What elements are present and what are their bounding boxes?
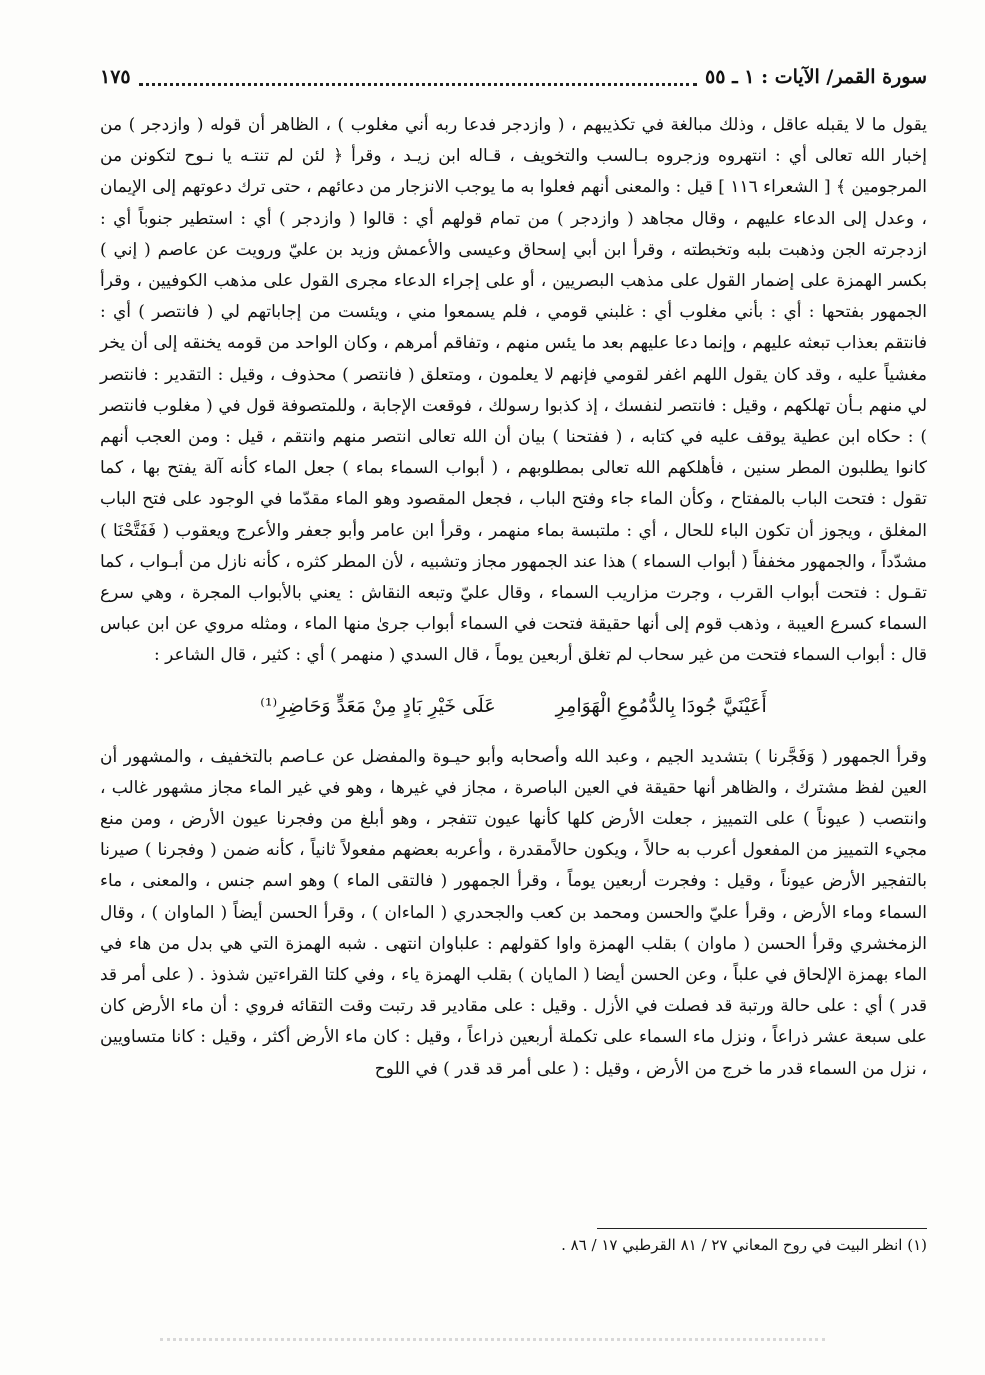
page-number: ١٧٥ (100, 66, 131, 88)
poetry-verse (100, 672, 927, 742)
header-title: سورة القمر/ الآيات : ١ ـ ٥٥ (705, 66, 927, 88)
verse-second-hemistich: عَلَى خَيْرِ بَادٍ مِنْ مَعَدٍّ وَحَاضِرِ⁽¹⁾ (260, 695, 496, 718)
footnote: (١) انظر البيت في روح المعاني ٢٧ / ٨١ القرطبي ١٧ / ٨٦ . (561, 1236, 927, 1254)
paragraph: وقرأ الجمهور ( وَفَجَّرنا ) بتشديد الجيم ، وعبد الله وأصحابه وأبو حيـوة والمفضل عن عـاصم بالتخفيف ، والمشهور أن العين لفظ مشترك ، والظاهر أنها حقيقة في العين الباصرة ، مجاز في غيرها ، وهو في غير الماء مجاز مشهور غالب ، وانتصب ( عيوناً ) على التمييز ، جعلت الأرض كلها كأنها عيون تتفجر ، وهو أبلغ من وفجرنا عيون الأرض ، ومن منع مجيء التمييز من المفعول أعرب به حالاً ، ويكون حالاًمقدرة ، وأعربه بعضهم مفعولاً ثانياً ، كأنه ضمن ( وفجرنا ) صيرنا بالتفجير الأرض عيوناً ، وقيل : وفجرت أربعين يوماً ، وقرأ الجمهور ( فالتقى الماء ) وهو اسم جنس ، والمعنى ، ماء السماء وماء الأرض ، وقرأ عليّ والحسن ومحمد بن كعب والجحدري ( الماءان ) ، وقرأ الحسن أيضاً ( الماوان ) ، وقال الزمخشري وقرأ الحسن ( ماوان ) بقلب الهمزة واوا كقولهم : علباوان انتهى . شبه الهمزة التي هي بدل من هاء في الماء بهمزة الإلحاق في علباً ، وعن الحسن أيضا ( المايان ) بقلب الهمزة ياء ، وفي كلتا القراءتين شذوذ . ( على أمر قد قدر ) أي : على حالة ورتبة قد فصلت في الأزل . وقيل : على مقادير قد رتبت وقت التقائه فروي : أن ماء الأرض كان على سبعة عشر ذراعاً ، ونزل ماء السماء على تكملة أربعين ذراعاً ، وقيل : كان ماء الأرض أكثر ، وقيل : كانا متساويين ، نزل من السماء قدر ما خرج من الأرض ، وقيل : ( على أمر قد قدر ) في اللوح (100, 746, 927, 1079)
header-dot-leader (139, 69, 697, 86)
main-text (100, 110, 927, 1085)
paragraph: يقول ما لا يقبله عاقل ، وذلك مبالغة في تكذيبهم ، ( وازدجر فدعا ربه أني مغلوب ) ، الظاهر أن قوله ( وازدجر ) من إخبار الله تعالى أي : انتهروه وزجروه بـالسب والتخويف ، قـاله ابن زيـد ، وقرأ ﴿ لئن لم تنتـه يا نـوح لتكونن من المرجومين ﴾ [ الشعراء ١١٦ ] قيل : والمعنى أنهم فعلوا به ما يوجب الانزجار من دعائهم ، حتى ترك دعوتهم إلى الإيمان ، وعدل إلى الدعاء عليهم ، وقال مجاهد ( وازدجر ) من تمام قولهم أي : قالوا ( وازدجر ) أي : استطير جنوباً أي : ازدجرته الجن وذهبت بلبه وتخبطته ، وقرأ ابن أبي إسحاق وعيسى والأعمش وزيد بن عليّ ورويت عن عاصم ( إني ) بكسر الهمزة على إضمار القول على مذهب البصريين ، أو على إجراء الدعاء مجرى القول على مذهب الكوفيين ، وقرأ الجمهور بفتحها : أي : بأني مغلوب أي : غلبني قومي ، فلم يسمعوا مني ، ويئست من إجاباتهم لي ( فانتصر ) أي : فانتقم بعذاب تبعثه عليهم ، وإنما دعا عليهم بعد ما يئس منهم ، وتفاقم أمرهم ، وكان الواحد من قومه يخنقه إلى أن يخر مغشياً عليه ، وقد كان يقول اللهم اغفر لقومي فإنهم لا يعلمون ، ومتعلق ( فانتصر ) محذوف ، وقيل : التقدير : فانتصر لي منهم بـأن تهلكهم ، وقيل : فانتصر لنفسك ، إذ كذبوا رسولك ، فوقعت الإجابة ، وللمتصوفة قول في ( مغلوب فانتصر ) : حكاه ابن عطية يوقف عليه في كتابه ، ( ففتحنا ) بيان أن الله تعالى انتصر منهم وانتقم ، قيل : ومن العجب أنهم كانوا يطلبون المطر سنين ، فأهلكهم الله تعالى بمطلوبهم ، ( أبواب السماء بماء ) جعل الماء كأنه آلة يفتح بها ، كما تقول : فتحت الباب بالمفتاح ، وكأن الماء جاء وفتح الباب ، فجعل المقصود وهو الماء مقدّما في الوجود على فتح الباب المغلق ، ويجوز أن تكون الباء للحال ، أي : ملتبسة بماء منهمر ، وقرأ ابن عامر وأبو جعفر والأعرج ويعقوب ( فَفَتَّحْنَا ) مشدّداً ، والجمهور مخففاً ( أبواب السماء ) هذا عند الجمهور مجاز وتشبيه ، لأن المطر كثره ، كأنه نازل من أبـواب ، كما تقـول : فتحت أبواب القرب ، وجرت مزاريب السماء ، وقال عليّ وتبعه النقاش : يعني بالأبواب المجرة ، وهي سرع السماء كسرع العيبة ، وذهب قوم إلى أنها حقيقة فتحت في السماء أبواب جرىٰ منها الماء ، ومثله مروي عن ابن عباس قال : أبواب السماء فتحت من غير سحاب لم تغلق أربعين يوماً ، قال السدي ( منهمر ) أي : كثير ، قال الشاعر : (100, 115, 928, 666)
running-header (100, 60, 927, 94)
scan-artifact (160, 1338, 825, 1357)
footnote-rule (597, 1228, 927, 1229)
verse-first-hemistich: أَعَيْنَيَّ جُودَا بِالدُّمُوعِ الْهَوَامِرِ (555, 695, 767, 718)
